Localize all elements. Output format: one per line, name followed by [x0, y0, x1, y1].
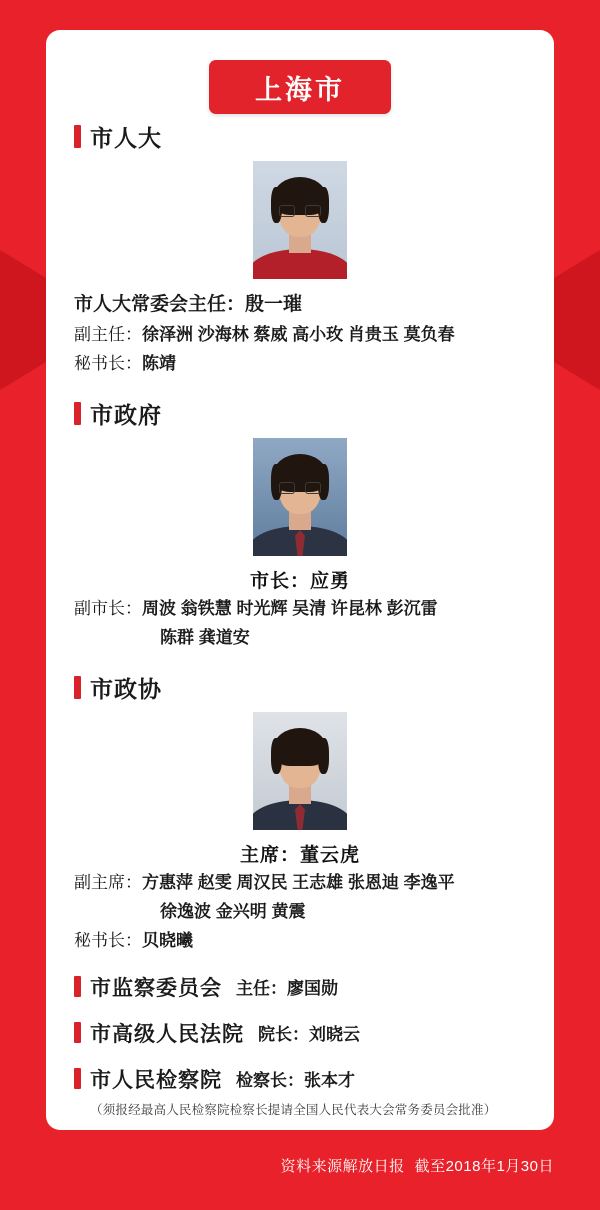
mini-section-high-court	[74, 1018, 526, 1048]
office-holder-row	[74, 595, 526, 624]
person-names: 方惠萍 赵雯 周汉民 王志雄 张恩迪 李逸平	[142, 872, 455, 892]
mini-section-procuratorate	[74, 1064, 526, 1094]
organization-name: 市高级人民法院	[90, 1022, 244, 1046]
person-name: 刘晓云	[309, 1025, 360, 1045]
person-names: 徐泽洲 沙海林 蔡威 高小玫 肖贵玉 莫负春	[142, 325, 455, 345]
section-title: 市人大	[90, 125, 162, 151]
person-name: 应勇	[310, 571, 351, 593]
person-names-continued: 陈群 龚道安	[160, 627, 250, 647]
role-label: 主任：	[236, 979, 287, 999]
section-heading-npc	[74, 120, 526, 153]
footnote: （须报经最高人民检察院检察长提请全国人民代表大会常务委员会批准）	[90, 1102, 497, 1117]
person-name: 张本才	[304, 1071, 355, 1091]
portrait-hair-left	[271, 738, 282, 774]
source-footer	[281, 1155, 554, 1176]
background-notch-right	[554, 250, 600, 390]
role-label: 副主任：	[74, 325, 142, 345]
office-holder-row	[74, 840, 526, 867]
office-holder-row	[74, 350, 526, 379]
mini-section-supervisory-commission	[74, 972, 526, 1002]
page-title-tab	[209, 60, 391, 114]
background-notch-left	[0, 250, 46, 390]
portrait-shoulders	[253, 249, 347, 279]
as-of-date: 截至2018年1月30日	[414, 1158, 554, 1175]
portrait-wrap-npc	[74, 161, 526, 279]
card-content	[46, 102, 554, 1118]
red-bar-icon	[74, 402, 81, 425]
organization-name: 市监察委员会	[90, 976, 222, 1000]
red-bar-icon	[74, 1022, 81, 1043]
organization-name: 市人民检察院	[90, 1068, 222, 1092]
section-title: 市政协	[90, 675, 162, 702]
person-name: 陈靖	[142, 354, 176, 374]
role-label: 副主席：	[74, 872, 142, 892]
section-heading-government	[74, 397, 526, 430]
person-names-continued: 徐逸波 金兴明 黄震	[160, 901, 306, 921]
office-holder-row	[74, 869, 526, 898]
person-name: 廖国勋	[287, 979, 338, 999]
role-label: 秘书长：	[74, 354, 142, 374]
source-label: 资料来源解放日报	[280, 1158, 405, 1175]
red-bar-icon	[74, 1068, 81, 1089]
role-label: 市长：	[249, 571, 310, 593]
office-holder-row	[74, 289, 526, 321]
portrait-photo-npc-chair	[253, 161, 347, 279]
role-label: 市人大常委会主任：	[74, 294, 246, 315]
role-label: 检察长：	[236, 1071, 304, 1091]
role-label: 秘书长：	[74, 930, 142, 950]
portrait-photo-mayor	[253, 438, 347, 556]
red-bar-icon	[74, 676, 81, 699]
person-name: 殷一璀	[245, 294, 303, 315]
person-names: 周波 翁铁慧 时光辉 吴清 许昆林 彭沉雷	[142, 599, 438, 619]
portrait-wrap-government	[74, 438, 526, 556]
red-bar-icon	[74, 125, 81, 148]
office-holder-row	[74, 321, 526, 350]
page-title: 上海市	[255, 74, 345, 105]
glasses-icon	[278, 482, 322, 494]
office-holder-row	[74, 927, 526, 956]
info-card	[46, 30, 554, 1130]
section-title: 市政府	[90, 402, 162, 429]
person-name: 董云虎	[300, 844, 361, 866]
red-bar-icon	[74, 976, 81, 997]
portrait-hair-right	[318, 738, 329, 774]
section-heading-cppcc	[74, 671, 526, 704]
person-name: 贝晓曦	[142, 930, 193, 950]
role-label: 院长：	[258, 1025, 309, 1045]
role-label: 主席：	[239, 844, 300, 866]
office-holder-row	[74, 566, 526, 593]
portrait-wrap-cppcc	[74, 712, 526, 830]
glasses-icon	[278, 205, 322, 217]
role-label: 副市长：	[74, 599, 142, 619]
portrait-photo-cppcc-chair	[253, 712, 347, 830]
